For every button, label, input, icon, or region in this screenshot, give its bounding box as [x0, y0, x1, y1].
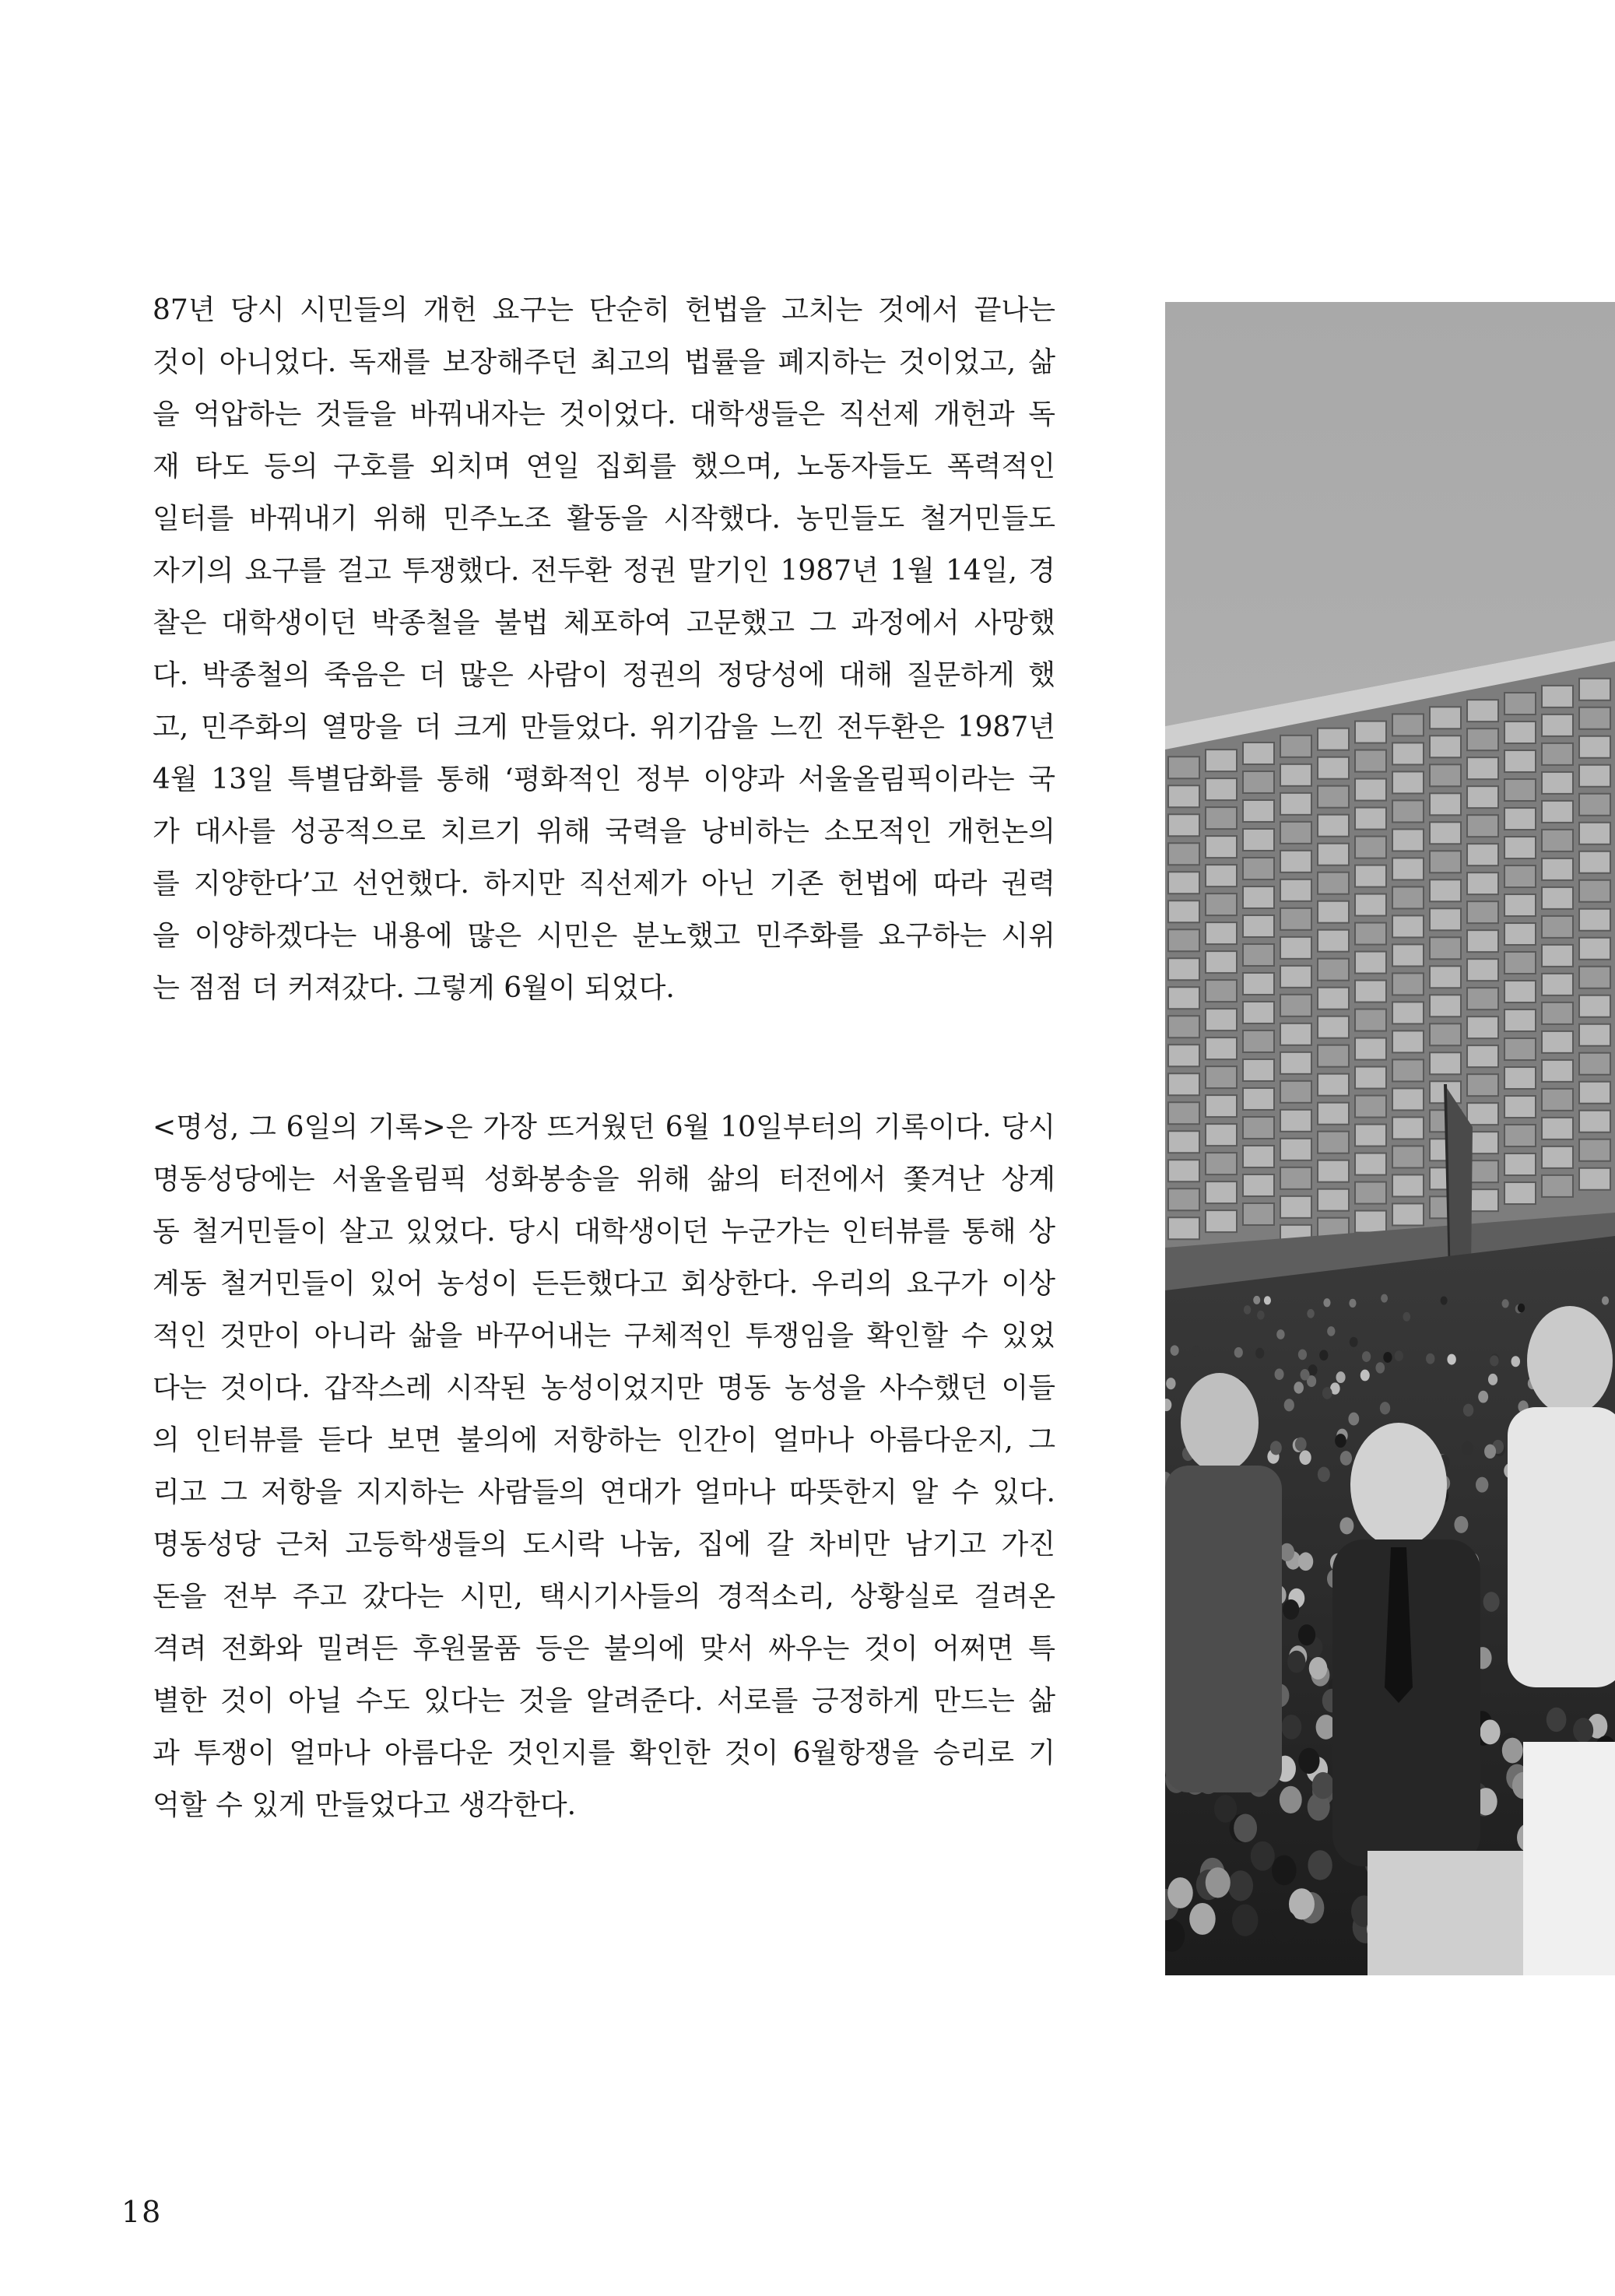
paragraph-2	[153, 1101, 1055, 1831]
text-line: 계동 철거민들이 있어 농성이 든든했다고 회상한다. 우리의 요구가 이상	[153, 1268, 1055, 1300]
text-line: 명동성당 근처 고등학생들의 도시락 나눔, 집에 갈 차비만 남기고 가진	[153, 1529, 1055, 1561]
text-line: 별한 것이 아닐 수도 있다는 것을 알려준다. 서로를 긍정하게 만드는 삶	[153, 1685, 1055, 1717]
text-line: 것이 아니었다. 독재를 보장해주던 최고의 법률을 폐지하는 것이었고, 삶	[153, 346, 1055, 378]
text-line: 재 타도 등의 구호를 외치며 연일 집회를 했으며, 노동자들도 폭력적인	[153, 451, 1055, 483]
text-line: 가 대사를 성공적으로 치르기 위해 국력을 낭비하는 소모적인 개헌논의	[153, 816, 1055, 848]
text-line: 찰은 대학생이던 박종철을 불법 체포하여 고문했고 그 과정에서 사망했	[153, 607, 1055, 639]
text-line: 87년 당시 시민들의 개헌 요구는 단순히 헌법을 고치는 것에서 끝나는	[153, 294, 1055, 326]
protest-photo	[1165, 302, 1615, 1975]
text-line: 격려 전화와 밀려든 후원물품 등은 불의에 맞서 싸우는 것이 어쩌면 특	[153, 1633, 1055, 1665]
text-line: 다는 것이다. 갑작스레 시작된 농성이었지만 명동 농성을 사수했던 이들	[153, 1372, 1055, 1404]
text-line: 일터를 바꿔내기 위해 민주노조 활동을 시작했다. 농민들도 철거민들도	[153, 503, 1055, 535]
text-line: 과 투쟁이 얼마나 아름다운 것인지를 확인한 것이 6월항쟁을 승리로 기	[153, 1737, 1055, 1769]
page-number: 18	[121, 2195, 163, 2229]
text-line: 돈을 전부 주고 갔다는 시민, 택시기사들의 경적소리, 상황실로 걸려온	[153, 1581, 1055, 1613]
text-line: 다. 박종철의 죽음은 더 많은 사람이 정권의 정당성에 대해 질문하게 했	[153, 659, 1055, 691]
text-line: 를 지양한다’고 선언했다. 하지만 직선제가 아닌 기존 헌법에 따라 권력	[153, 868, 1055, 900]
text-line: 을 이양하겠다는 내용에 많은 시민은 분노했고 민주화를 요구하는 시위	[153, 920, 1055, 952]
text-line: 는 점점 더 커져갔다. 그렇게 6월이 되었다.	[153, 972, 675, 1004]
text-line: <명성, 그 6일의 기록>은 가장 뜨거웠던 6월 10일부터의 기록이다. 당시	[153, 1111, 1055, 1143]
paragraph-1	[153, 284, 1055, 1014]
article-body	[153, 284, 1055, 1831]
text-line: 동 철거민들이 살고 있었다. 당시 대학생이던 누군가는 인터뷰를 통해 상	[153, 1216, 1055, 1248]
text-line: 리고 그 저항을 지지하는 사람들의 연대가 얼마나 따뜻한지 알 수 있다.	[153, 1476, 1055, 1508]
text-line: 명동성당에는 서울올림픽 성화봉송을 위해 삶의 터전에서 쫓겨난 상계	[153, 1164, 1055, 1195]
text-line: 적인 것만이 아니라 삶을 바꾸어내는 구체적인 투쟁임을 확인할 수 있었	[153, 1320, 1055, 1352]
text-line: 자기의 요구를 걸고 투쟁했다. 전두환 정권 말기인 1987년 1월 14일, 경	[153, 555, 1055, 587]
text-line: 을 억압하는 것들을 바꿔내자는 것이었다. 대학생들은 직선제 개헌과 독	[153, 398, 1055, 430]
text-line: 고, 민주화의 열망을 더 크게 만들었다. 위기감을 느낀 전두환은 1987년	[153, 711, 1055, 743]
text-line: 4월 13일 특별담화를 통해 ‘평화적인 정부 이양과 서울올림픽이라는 국	[153, 764, 1055, 795]
text-line: 의 인터뷰를 듣다 보면 불의에 저항하는 인간이 얼마나 아름다운지, 그	[153, 1424, 1055, 1456]
text-line: 억할 수 있게 만들었다고 생각한다.	[153, 1789, 577, 1821]
